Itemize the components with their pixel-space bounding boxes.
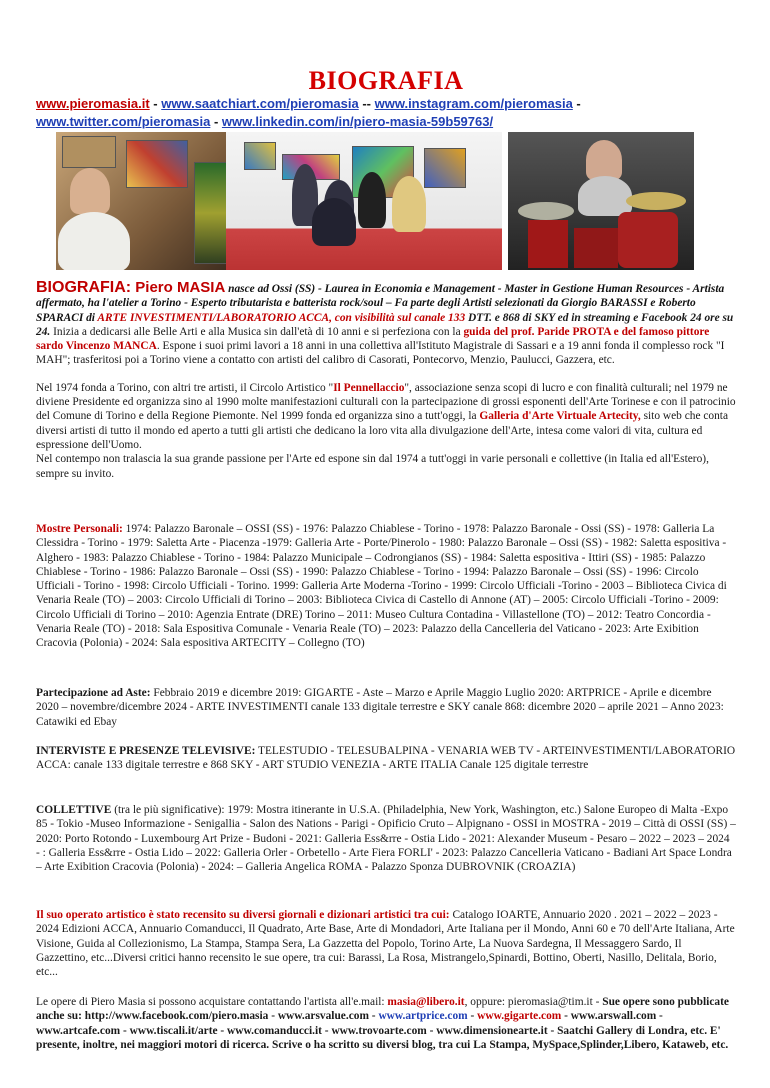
bio-artecity: Galleria d'Arte Virtuale Artecity,	[479, 410, 641, 423]
bio-text: Nel contempo non tralascia la sua grande passione per l'Arte ed espone sin dal 1974 a tutt'oggi in varie personali e collettive (in Italia ed all'Estero), sempre su invito.	[36, 453, 709, 480]
link-separator: -	[149, 96, 162, 111]
collettive-text: (tra le più significative): 1979: Mostra itinerante in U.S.A. (Philadelphia, New York, Washington, etc.) Salone Europeo di Malta -Expo 85 - Tokio -Museo Informazione - Senigallia - Salon des Nations - Parigi - Opificio Cruto – Alpignano - OSSI in MOSTRA - 2019 – Città di OSSI (SS) – 2020: Porto Rotondo - Luxembourg Art Prize - Budoni - 2021: Galleria Ess&rre - Ostia Lido - 2021: Alexander Museum - Pesaro – 2022 – 2023 – 2024 - : Galleria Ess&rre - Ostia Lido – 2022: Galleria Orler - Orbetello - Arte Fiera FORLI' - 2023: Palazzo Cancelleria Vaticano - Badiani Art Space Londra – Arte Exibition Cracovia (Polonia) - 2024: – Galleria Angelica ROMA - Palazzo Sponza DUBROVNIK (CROAZIA)	[36, 804, 736, 874]
recensioni-label: Il suo operato artistico è stato recensito su diversi giornali e dizionari artistici tra cui:	[36, 909, 450, 921]
email-link[interactable]: masia@libero.it	[387, 996, 465, 1008]
mostre-personali-section	[36, 522, 736, 651]
bio-text: Nel 1974 fonda a Torino, con altri tre artisti, il Circolo Artistico "	[36, 381, 334, 394]
bio-text: . Espone i suoi primi lavori a 18 anni in una collettiva all'Istituto Magistrale di Sassari e a 19 anni fonda il complesso rock "I MAH"; trasferitosi poi a Torino viene a contatto con artisti del calibro di Casorati, Pontecorvo, Menzio, Paulucci, Gazzera, etc.	[36, 340, 725, 367]
drummer-photo	[508, 132, 694, 270]
bio-text: Inizia a dedicarsi alle Belle Arti e alla Musica sin dall'età di 10 anni e si perfeziona con la	[50, 325, 464, 338]
tv-section	[36, 744, 736, 773]
bio-pennellaccio: Il Pennellaccio	[333, 381, 405, 394]
recensioni-section	[36, 908, 736, 979]
aste-text: Febbraio 2019 e dicembre 2019: GIGARTE - Aste – Marzo e Aprile Maggio Luglio 2020: ARTPRICE - Aprile e dicembre 2020 – novembre/dicembre 2024 - ARTE INVESTIMENTI canale 133 digitale terrestre e SKY canale 868: dicembre 2020 – aprile 2021 – Anno 2023: Catawiki ed Ebay	[36, 687, 724, 728]
biography-section	[36, 281, 736, 481]
link-separator: -	[572, 96, 581, 111]
mostre-label: Mostre Personali:	[36, 523, 123, 535]
recensioni-text: Catalogo IOARTE, Annuario 2020 . 2021 – 2022 – 2023 - 2024 Edizioni ACCA, Annuario Comanducci, Il Quadrato, Arte Base, Arte di Mondadori, Arte Italiana per il Mondo, Anni 60 e 70 dell'Arte Italiana, Arte Visione, Guida al Collezionismo, La Stampa, Stampa Sera, La Gazzetta del Popolo, Torino Arte, La Nuova Sardegna, Il Messaggero Sardo, Il Gazzettino, etc...Diversi critici hanno recensito le sue opere, tra cui: Barassi, La Rosa, Mistrangelo,Spinardi, Bottino, Oberti, Nasillo, Delitala, Borio, etc...	[36, 909, 735, 979]
contatti-more: - www.arswall.com - www.artcafe.com - www.tiscali.it/arte - www.comanducci.it - www.trovoarte.com - www.dimensionearte.it - Saatchi Gallery di Londra, etc. E' presente, inoltre, nei maggiori motori di ricerca. Scrive o ha scritto su diversi blog, tra cui La Stampa, MySpace,Splinder,Libero, Kataweb, etc.	[36, 1010, 729, 1051]
artist-name: Piero MASIA	[131, 279, 226, 296]
collettive-label: COLLETTIVE	[36, 804, 112, 816]
contatti-sep: -	[467, 1010, 478, 1023]
mostre-text: 1974: Palazzo Baronale – OSSI (SS) - 1976: Palazzo Chiablese - Torino - 1978: Palazzo Baronale - Ossi (SS) - 1978: Galleria La Clessidra - Torino - 1979: Saletta Arte - Piacenza -1979: Galleria Arte - Porte/Pinerolo - 1980: Palazzo Baronale – Ossi (SS) - 1982: Saletta espositiva - Alghero - 1983: Palazzo Chiablese - Torino - 1984: Palazzo Municipale – Codrongianos (SS) - 1984: Saletta espositiva - Ittiri (SS) - 1985: Palazzo Chiablese - Torino - 1986: Palazzo Baronale – Ossi (SS) - 1990: Palazzo Chiablese - Torino - 1994: Palazzo Baronale – Ossi (SS) - 1996: Circolo Ufficiali - Torino - 1998: Circolo Ufficiali - Torino. 1999: Galleria Arte Moderna -Torino - 1999: Circolo Ufficiali -Torino - 2003 – Biblioteca Civica di Venaria Reale (TO) – 2003: Circolo Ufficiali di Torino – 2003: Biblioteca Civica di Castello di Annone (AT) – 2005: Circolo Ufficiali -Torino - 2009: Circolo Ufficiali di Torino – 2010: Agenzia Entrate (DRE) Torino – 2011: Museo Cultura Contadina - Villastellone (TO) – 2012: Teatro Concordia - Venaria Reale (TO) - 2018: Sala Espositiva Comunale - Venaria Reale (TO) – 2023: Palazzo della Cancelleria del Vaticano - 2023: Arte Exibition Cracovia (Polonia) - 2024: Sala espositiva ARTECITY – Collegno (TO)	[36, 523, 727, 650]
link-saatchiart[interactable]: www.saatchiart.com/pieromasia	[161, 96, 359, 111]
tv-label: INTERVISTE E PRESENZE TELEVISIVE:	[36, 745, 256, 757]
artprice-link[interactable]: www.artprice.com	[378, 1010, 468, 1023]
link-separator: -	[210, 114, 222, 129]
link-twitter[interactable]: www.twitter.com/pieromasia	[36, 114, 211, 129]
tv-text: TELESTUDIO - TELESUBALPINA - VENARIA WEB TV - ARTEINVESTIMENTI/LABORATORIO ACCA: canale 133 digitale terrestre e 868 SKY - ART STUDIO VENEZIA - ARTE ITALIA Canale 125 digitale terrestre	[36, 745, 736, 772]
link-linkedin[interactable]: www.linkedin.com/in/piero-masia-59b59763/	[221, 114, 494, 129]
aste-label: Partecipazione ad Aste:	[36, 687, 151, 699]
photo-strip	[36, 132, 736, 272]
contatti-section	[36, 995, 736, 1052]
contatti-sites: Sue opere sono pubblicate anche su: http://www.facebook.com/piero.masia - www.arsvalue.com -	[36, 996, 729, 1023]
bio-text: ", associazione senza scopi di lucro e con finalità culturali; nel 1979 ne diviene Presidente ed organizza sino al 1990 molte manifestazioni culturali con la partecipazione di grossi esponenti dell'Arte Torinese e con il patrocinio del Comune di Torino e della Regione Piemonte. Nel 1999 fonda ed organizza sino a tutt'oggi, la	[36, 381, 736, 423]
contatti-text: , oppure: pieromasia@tim.it -	[464, 996, 603, 1008]
award-ceremony-photo	[226, 132, 502, 270]
bio-intro: nasce ad Ossi (SS) - Laurea in Economia e Management - Master in Gestione Human Resources - Artista affermato, ha l'atelier a Torino - Esperto tributarista e batterista rock/soul – Fa parte degli Artisti selezionati da Giorgio BARASSI e Roberto SPARACI di	[36, 283, 725, 324]
bio-text: sito web che conta diversi artisti di tutto il mondo ed aperto a tutti gli artisti che dedicano la loro vita alla divulgazione dell'Arte, intesa come valori di vita, cultura ed espressione dell'Uomo.	[36, 410, 729, 451]
link-instagram[interactable]: www.instagram.com/pieromasia	[374, 96, 573, 111]
collettive-section	[36, 803, 736, 874]
contatti-text: Le opere di Piero Masia si possono acquistare contattando l'artista all'e.mail:	[36, 996, 388, 1008]
biography-heading: BIOGRAFIA:	[36, 279, 132, 296]
artist-painting-photo	[56, 132, 234, 270]
link-separator: --	[358, 96, 375, 111]
bio-teachers: guida del prof. Paride PROTA e del famoso pittore sardo Vincenzo MANCA	[36, 325, 710, 353]
bio-sky: DTT. e 868 di SKY ed in streaming e Facebook 24 ore su 24.	[36, 311, 734, 338]
gigarte-link[interactable]: www.gigarte.com	[477, 1010, 562, 1023]
link-pieromasia[interactable]: www.pieromasia.it	[36, 96, 150, 111]
aste-section	[36, 686, 736, 729]
bio-arte-investimenti: ARTE INVESTIMENTI/LABORATORIO ACCA, con visibilità sul canale 133	[97, 311, 466, 324]
links-block	[36, 95, 736, 131]
page-title: BIOGRAFIA	[308, 66, 464, 95]
